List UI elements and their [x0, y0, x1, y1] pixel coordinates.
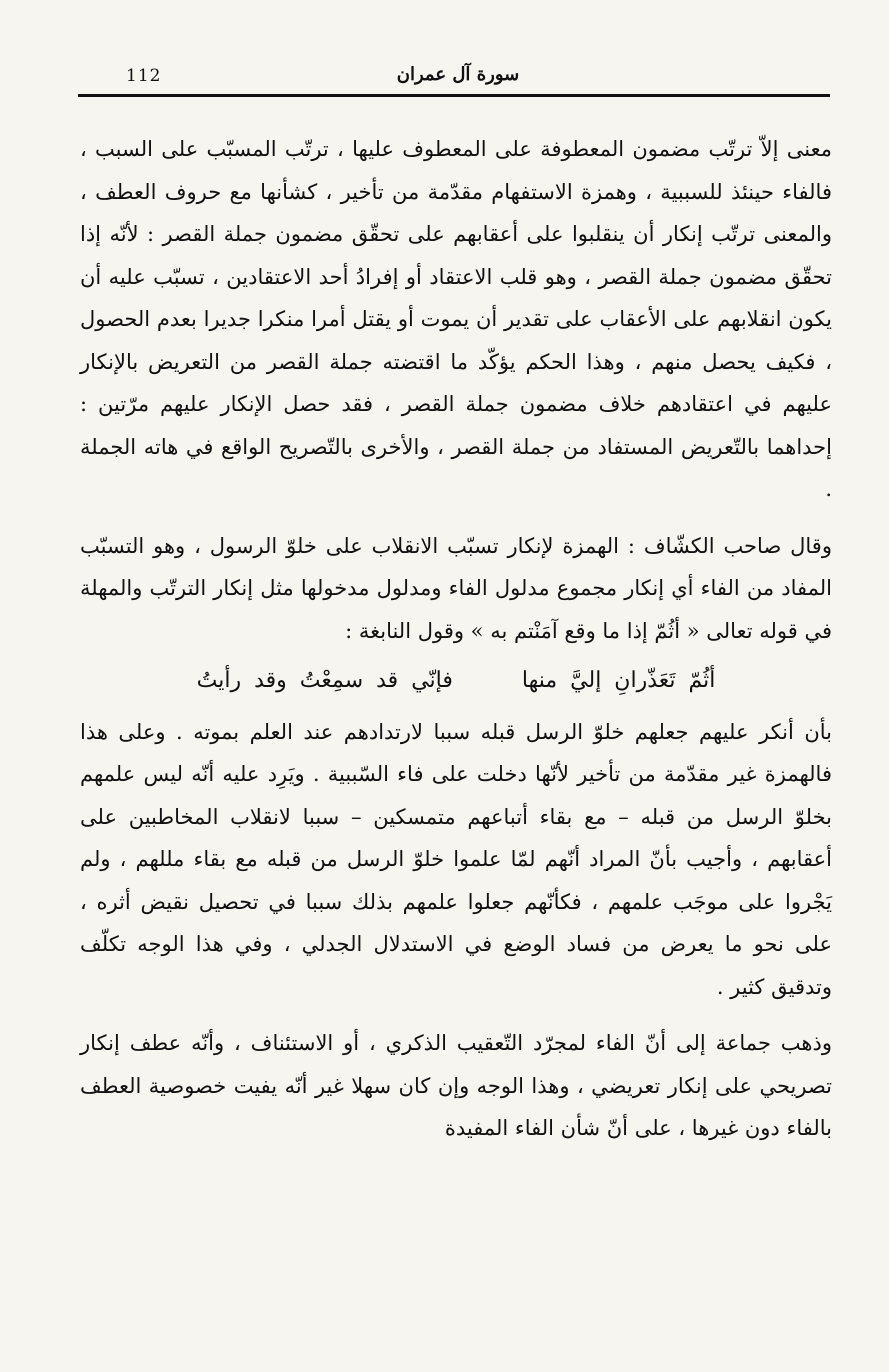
verse-hemistich-1: أثُمّ تَعَذّرانِ إليَّ منها [521, 668, 716, 693]
page-header [78, 58, 830, 98]
paragraph-3: بأن أنكر عليهم جعلهم خلوّ الرسل قبله سببا لارتدادهم عند العلم بموته . وعلى هذا فالهمزة غير مقدّمة من تأخير لأنّها دخلت على فاء السّببية . ويَرِد عليه أنّه ليس علمهم بخلوّ الرسل من قبله – مع بقاء أتباعهم متمسكين – سببا لانقلاب المخاطبين على أعقابهم ، وأجيب بأنّ المراد أنّهم لمّا علموا خلوّ الرسل من قبله مع بقاء مللهم ، ولم يَجْروا على موجَب علمهم ، فكأنّهم جعلوا علمهم بذلك سببا في تحصيل نقيض أثره ، على نحو ما يعرض من فساد الوضع في الاستدلال الجدلي ، وفي هذا الوجه تكلّف وتدقيق كثير . [80, 719, 832, 999]
paragraph-4: وذهب جماعة إلى أنّ الفاء لمجرّد التّعقيب الذكري ، أو الاستئناف ، وأنّه عطف إنكار تصريحي على إنكار تعريضي ، وهذا الوجه وإن كان سهلا غير أنّه يفيت خصوصية العطف بالفاء دون غيرها ، على أنّ شأن الفاء المفيدة [80, 1031, 832, 1140]
paragraph-spacer [80, 511, 832, 525]
header-divider [78, 94, 830, 97]
verse-hemistich-2: فإنّي قد سمِعْتُ وقد رأيتُ [196, 668, 453, 693]
paragraph-2: وقال صاحب الكشّاف : الهمزة لإنكار تسبّب الانقلاب على خلوّ الرسول ، وهو التسبّب المفاد من الفاء أي إنكار مجموع مدلول الفاء ومدلول مدخولها مثل إنكار الترتّب والمهلة في قوله تعالى « أثُمّ إذا ما وقع آمَنْتم به » وقول النابغة : [80, 533, 832, 643]
page-body [80, 128, 832, 1150]
paragraph-spacer [80, 1008, 832, 1022]
paragraph-1: معنى إلاّ ترتّب مضمون المعطوفة على المعطوف عليها ، ترتّب المسبّب على السبب ، فالفاء حينئذ للسببية ، وهمزة الاستفهام مقدّمة من تأخير ، كشأنها مع حروف العطف ، والمعنى ترتّب إنكار أن ينقلبوا على أعقابهم على تحقّق مضمون جملة القصر : لأنّه إذا تحقّق مضمون جملة القصر ، وهو قلب الاعتقاد أو إفرادُ أحد الاعتقادين ، تسبّب عليه أن يكون انقلابهم على الأعقاب على تقدير أن يموت أو يقتل أمرا منكرا جديرا بعدم الحصول ، فكيف يحصل منهم ، وهذا الحكم يؤكّد ما اقتضته جملة القصر من التعريض بالإنكار عليهم في اعتقادهم خلاف مضمون جملة القصر ، فقد حصل الإنكار عليهم مرّتين : إحداهما بالتّعريض المستفاد من جملة القصر ، والأخرى بالتّصريح الواقع في هاته الجملة . [80, 137, 832, 501]
page-number: 112 [126, 66, 162, 86]
poetry-verse [80, 660, 832, 703]
running-title: سورة آل عمران [396, 64, 520, 85]
